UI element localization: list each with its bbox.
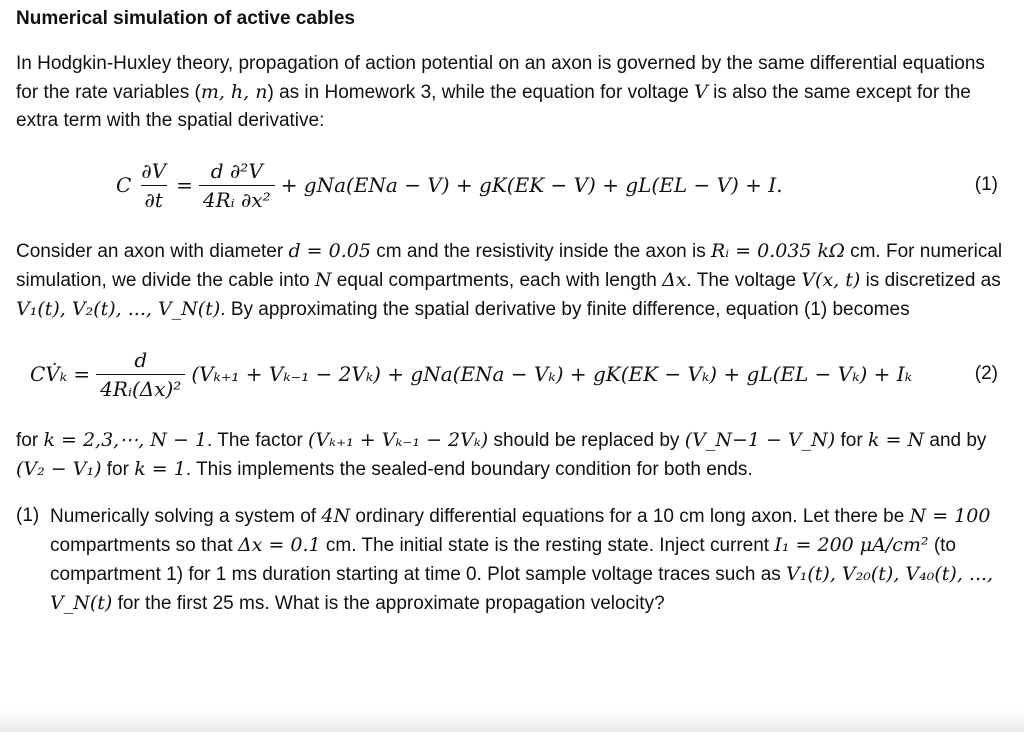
question-text-3: compartments so that — [50, 535, 238, 556]
eq1-lhs-denominator: ∂t — [141, 185, 167, 214]
current-value: I₁ = 200 μA/cm² — [774, 534, 929, 556]
question-item-1 — [16, 502, 1006, 618]
question-text-4: cm. The initial state is the resting state. Inject current — [320, 535, 775, 556]
para2-text-4: equal compartments, each with length — [331, 270, 663, 291]
fourN-symbol: 4N — [321, 505, 351, 527]
eq2-lhs: CV̇ₖ = — [30, 362, 91, 386]
equation-1 — [16, 145, 1006, 225]
eq1-rhs-terms: + gNa(ENa − V) + gK(EK − V) + gL(EL − V) + I. — [280, 173, 783, 197]
rate-variables: m, h, n — [200, 81, 268, 103]
diameter-value: d = 0.05 — [288, 240, 371, 262]
question-text-2: ordinary differential equations for a 10 cm long axon. Let there be — [350, 506, 910, 527]
eq1-capacitance: C — [116, 173, 132, 197]
para3-text-2: . The factor — [207, 430, 309, 451]
k-equals-N: k = N — [867, 429, 925, 451]
question-text-6: for the first 25 ms. What is the approximate propagation velocity? — [112, 593, 665, 614]
dx-equals-value: Δx = 0.1 — [237, 534, 321, 556]
para3-text-6: for — [101, 459, 135, 480]
voltage-symbol: V — [694, 81, 708, 103]
eq2-rhs-terms: (Vₖ₊₁ + Vₖ₋₁ − 2Vₖ) + gNa(ENa − Vₖ) + gK(EK − Vₖ) + gL(EL − Vₖ) + Iₖ — [191, 362, 912, 386]
boundary-condition-paragraph — [16, 426, 1006, 484]
para2-text-2: cm and the resistivity inside the axon is — [370, 241, 711, 262]
eq1-rhs-denominator: 4Rᵢ ∂x² — [199, 185, 275, 214]
k-equals-1: k = 1 — [134, 458, 186, 480]
para2-text-3: cm. For numerical simulation, we divide the cable into — [16, 241, 1003, 291]
section-title: Numerical simulation of active cables — [16, 8, 355, 29]
intro-text-1: In Hodgkin-Huxley theory, propagation of action potential on an axon is governed by the same differential equations for the rate variables ( — [16, 53, 985, 103]
para3-text-1: for — [16, 430, 44, 451]
intro-paragraph — [16, 50, 1006, 135]
N-equals-value: N = 100 — [909, 505, 991, 527]
dx-symbol: Δx — [662, 269, 687, 291]
intro-text-2: ) as in Homework 3, while the equation for voltage — [267, 82, 695, 103]
voltage-function: V(x, t) — [801, 269, 861, 291]
k-range: k = 2,3,⋯, N − 1 — [43, 429, 208, 451]
eq1-number: (1) — [974, 174, 998, 195]
eq2-numerator: d — [134, 347, 148, 372]
para3-text-3: should be replaced by — [488, 430, 685, 451]
N-symbol: N — [314, 269, 332, 291]
question-text-1: Numerically solving a system of — [50, 506, 322, 527]
question-label: (1) — [16, 505, 40, 526]
eq1-lhs-numerator: ∂V — [141, 158, 167, 183]
replacement-N: (V_N−1 − V_N) — [684, 429, 836, 451]
para2-text-7: . By approximating the spatial derivative by finite difference, equation (1) becomes — [220, 299, 910, 320]
intro-text-3: is also the same except for the extra term with the spatial derivative: — [16, 82, 971, 131]
difference-factor: (Vₖ₊₁ + Vₖ₋₁ − 2Vₖ) — [308, 429, 489, 451]
para2-text-1: Consider an axon with diameter — [16, 241, 289, 262]
bottom-fade — [0, 710, 1024, 732]
question-text-5: (to compartment 1) for 1 ms duration starting at time 0. Plot sample voltage traces such as — [50, 535, 956, 585]
eq1-equals: = — [176, 173, 193, 197]
axon-parameters-paragraph — [16, 237, 1006, 324]
question-text — [50, 502, 1006, 618]
equation-2 — [16, 334, 1006, 414]
document-page — [16, 6, 1006, 618]
discretized-voltages: V₁(t), V₂(t), ..., V_N(t) — [16, 298, 221, 320]
resistivity-value: Rᵢ = 0.035 kΩ — [711, 240, 845, 262]
para2-text-6: is discretized as — [860, 270, 1001, 291]
eq2-number: (2) — [974, 363, 998, 384]
replacement-1: (V₂ − V₁) — [16, 458, 102, 480]
eq2-denominator: 4Rᵢ(Δx)² — [96, 374, 185, 403]
sample-traces: V₁(t), V₂₀(t), V₄₀(t), ..., V_N(t) — [50, 563, 994, 614]
para3-text-7: . This implements the sealed-end boundary condition for both ends. — [185, 459, 753, 480]
para3-text-5: and by — [924, 430, 987, 451]
para3-text-4: for — [835, 430, 868, 451]
eq1-rhs-numerator: d ∂²V — [210, 158, 263, 183]
para2-text-5: . The voltage — [686, 270, 802, 291]
